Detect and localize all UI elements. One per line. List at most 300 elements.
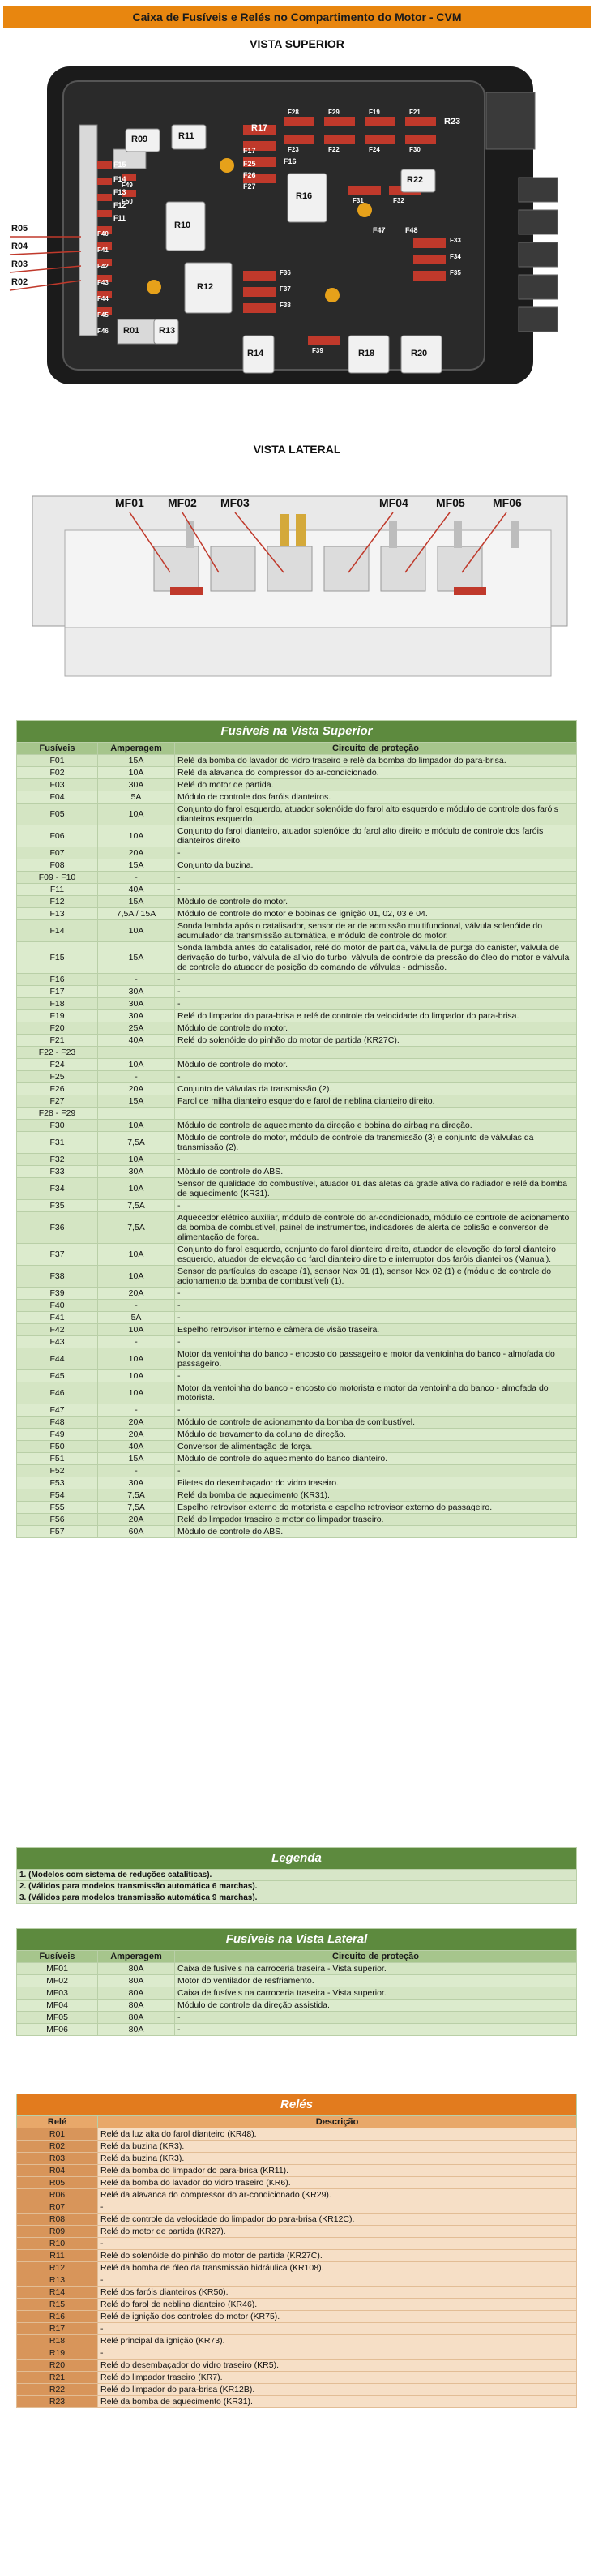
table-cell: F39: [17, 1288, 98, 1300]
table-row: [17, 1154, 577, 1166]
fuse-label-f13: F13: [113, 188, 126, 196]
table-row: [17, 884, 577, 896]
table-cell: F02: [17, 767, 98, 779]
table-cell: MF04: [17, 2000, 98, 2012]
table-row: [17, 1382, 577, 1404]
table-cell: R19: [17, 2347, 98, 2360]
table-cell: Relé do solenóide do pinhão do motor de partida (KR27C).: [98, 2250, 577, 2262]
table-cell: F15: [17, 942, 98, 974]
table-row: [17, 2347, 577, 2360]
table-cell: Sonda lambda antes do catalisador, relé do motor de partida, válvula de purga do canister, válvula de derivação do turbo, válvula de alívio do turbo, válvula de controle da pressão do óleo do motor e válvula de controle do atuador de posição do comando de válvulas - admissão.: [175, 942, 577, 974]
table-cell: Módulo de controle do motor.: [175, 1022, 577, 1035]
table-cell: Relé da buzina (KR3).: [98, 2141, 577, 2153]
relay-tag-r03: R03: [11, 259, 28, 269]
relay-tag-r02: R02: [11, 277, 28, 287]
table-cell: R14: [17, 2287, 98, 2299]
table-cell: Relé da bomba de aquecimento (KR31).: [175, 1489, 577, 1502]
table-cell: -: [98, 872, 175, 884]
table-cell: -: [175, 884, 577, 896]
table-cell: F51: [17, 1453, 98, 1465]
table-row: [17, 1477, 577, 1489]
table-cell: [175, 1047, 577, 1059]
table-cell: R11: [17, 2250, 98, 2262]
table-cell: -: [175, 998, 577, 1010]
table-cell: Relé da alavanca do compressor do ar-condicionado.: [175, 767, 577, 779]
table-cell: F34: [17, 1178, 98, 1200]
table-cell: -: [175, 1200, 577, 1212]
table-cell: 20A: [98, 1429, 175, 1441]
table-cell: Sensor de qualidade do combustível, atuador 01 das aletas da grade ativa do radiador e relé da bomba de aquecimento (KR31).: [175, 1178, 577, 1200]
side-label-mf06: MF06: [493, 496, 522, 509]
table-cell: F43: [17, 1336, 98, 1348]
table-cell: Relé de ignição dos controles do motor (KR75).: [98, 2311, 577, 2323]
table-row: [17, 1095, 577, 1108]
table-row: [17, 942, 577, 974]
table-cell: Relé da buzina (KR3).: [98, 2153, 577, 2165]
table-cell: Relé do farol de neblina dianteiro (KR46).: [98, 2299, 577, 2311]
col-rele: Relé: [17, 2116, 98, 2128]
table-cell: F54: [17, 1489, 98, 1502]
table-row: [17, 2128, 577, 2141]
table-row: [17, 2141, 577, 2153]
table-row: [17, 2250, 577, 2262]
fuse-label-f50: F50: [122, 198, 133, 205]
table-cell: Módulo de travamento da coluna de direção.: [175, 1429, 577, 1441]
page-title: Caixa de Fusíveis e Relés no Compartimento do Motor - CVM: [3, 6, 591, 28]
table-cell: Relé dos faróis dianteiros (KR50).: [98, 2287, 577, 2299]
top-view-diagram: [0, 28, 594, 401]
table-cell: 20A: [98, 1514, 175, 1526]
fuse-label-f49: F49: [122, 182, 133, 189]
table-cell: 10A: [98, 1244, 175, 1266]
table-cell: 80A: [98, 1963, 175, 1975]
table-row: [17, 1417, 577, 1429]
fuse-label-f36: F36: [280, 269, 291, 276]
table-cell: 7,5A: [98, 1489, 175, 1502]
table-row: [17, 2384, 577, 2396]
table-cell: 10A: [98, 1382, 175, 1404]
table-cell: F19: [17, 1010, 98, 1022]
table-row: [17, 2323, 577, 2335]
table-cell: -: [175, 1154, 577, 1166]
table-cell: 7,5A: [98, 1212, 175, 1244]
table-cell: R17: [17, 2323, 98, 2335]
table-cell: [175, 1108, 577, 1120]
table-row: [17, 1132, 577, 1154]
col-descricao: Descrição: [98, 2116, 577, 2128]
col-fusiveis: Fusíveis: [17, 743, 98, 755]
table-cell: MF06: [17, 2024, 98, 2036]
table-cell: -: [98, 2238, 577, 2250]
table-row: [17, 1963, 577, 1975]
table-cell: F22 - F23: [17, 1047, 98, 1059]
table-cell: 10A: [98, 1324, 175, 1336]
fuse-label-f45: F45: [97, 311, 109, 319]
table-row: [17, 1059, 577, 1071]
table-cell: Caixa de fusíveis na carroceria traseira - Vista superior.: [175, 1963, 577, 1975]
table-row: [17, 1083, 577, 1095]
table-cell: Espelho retrovisor interno e câmera de visão traseira.: [175, 1324, 577, 1336]
table-cell: -: [175, 1312, 577, 1324]
fuse-label-f22: F22: [328, 146, 340, 153]
table-cell: 10A: [98, 804, 175, 825]
table-cell: 10A: [98, 1266, 175, 1288]
table-cell: -: [98, 1465, 175, 1477]
table-row: [17, 1300, 577, 1312]
table-row: [17, 1502, 577, 1514]
table-cell: F18: [17, 998, 98, 1010]
table-row: [17, 1336, 577, 1348]
table-cell: F03: [17, 779, 98, 791]
table-row: [17, 779, 577, 791]
table-row: [17, 859, 577, 872]
table-cell: 10A: [98, 1154, 175, 1166]
table-cell: F08: [17, 859, 98, 872]
fuses-side-body: [17, 1963, 577, 2036]
fuses-top-body: [17, 755, 577, 1538]
table-cell: F31: [17, 1132, 98, 1154]
table-cell: -: [175, 1071, 577, 1083]
table-cell: -: [175, 847, 577, 859]
table-cell: R08: [17, 2214, 98, 2226]
table-cell: Relé do desembaçador do vidro traseiro (KR5).: [98, 2360, 577, 2372]
fuse-label-f14: F14: [113, 175, 126, 183]
table-row: [17, 1404, 577, 1417]
table-cell: F06: [17, 825, 98, 847]
fuse-label-f41: F41: [97, 246, 109, 254]
table-cell: F46: [17, 1382, 98, 1404]
table-row: [17, 974, 577, 986]
table-row: [17, 1348, 577, 1370]
table-cell: Relé do limpador traseiro (KR7).: [98, 2372, 577, 2384]
table-cell: 30A: [98, 998, 175, 1010]
table-row: [17, 2396, 577, 2408]
table-row: [17, 2153, 577, 2165]
table-cell: Relé da bomba de aquecimento (KR31).: [98, 2396, 577, 2408]
table-cell: R18: [17, 2335, 98, 2347]
table-cell: Módulo de controle do motor, módulo de controle da transmissão (3) e conjunto de válvulas da transmissão (2).: [175, 1132, 577, 1154]
table-row: [17, 1200, 577, 1212]
fuse-label-f24: F24: [369, 146, 380, 153]
table-cell: F13: [17, 908, 98, 920]
table-row: [17, 1010, 577, 1022]
table-cell: 15A: [98, 859, 175, 872]
table-row: [17, 1120, 577, 1132]
table-cell: Relé da bomba de óleo da transmissão hidráulica (KR108).: [98, 2262, 577, 2274]
relay-label-r11: R11: [178, 131, 194, 141]
table-cell: -: [175, 1300, 577, 1312]
table-cell: R06: [17, 2189, 98, 2201]
table-row: [17, 2287, 577, 2299]
table-row: [17, 1453, 577, 1465]
fuse-label-f26: F26: [243, 171, 256, 179]
table-row: [17, 2335, 577, 2347]
table-cell: Módulo de controle do ABS.: [175, 1526, 577, 1538]
table-cell: -: [98, 2201, 577, 2214]
table-cell: F47: [17, 1404, 98, 1417]
table-row: [17, 908, 577, 920]
table-cell: 10A: [98, 920, 175, 942]
table-row: [17, 896, 577, 908]
table-cell: Módulo de controle do motor.: [175, 896, 577, 908]
table-row: [17, 1108, 577, 1120]
table-row: [17, 2262, 577, 2274]
fuse-label-f28: F28: [288, 109, 299, 116]
table-cell: F36: [17, 1212, 98, 1244]
col-amperagem: Amperagem: [98, 1951, 175, 1963]
relay-label-r20: R20: [411, 349, 428, 358]
table-cell: 40A: [98, 1035, 175, 1047]
fuse-label-f34: F34: [450, 253, 461, 260]
fuse-label-f30: F30: [409, 146, 421, 153]
table-row: [17, 1324, 577, 1336]
table-row: [17, 1212, 577, 1244]
table-cell: F52: [17, 1465, 98, 1477]
table-cell: F56: [17, 1514, 98, 1526]
fuse-label-f27: F27: [243, 182, 256, 191]
table-row: [17, 920, 577, 942]
relay-label-r18: R18: [358, 349, 375, 358]
table-row: [17, 847, 577, 859]
table-cell: F01: [17, 755, 98, 767]
table-cell: Relé de controle da velocidade do limpador do para-brisa (KR12C).: [98, 2214, 577, 2226]
table-cell: MF02: [17, 1975, 98, 1987]
table-cell: Conjunto do farol dianteiro, atuador solenóide do farol alto direito e módulo de controle dos faróis dianteiros direito.: [175, 825, 577, 847]
table-cell: R12: [17, 2262, 98, 2274]
table-cell: F55: [17, 1502, 98, 1514]
table-cell: F45: [17, 1370, 98, 1382]
fuse-label-f44: F44: [97, 295, 109, 302]
table-row: [17, 1244, 577, 1266]
table-row: [17, 791, 577, 804]
table-cell: Módulo de controle da direção assistida.: [175, 2000, 577, 2012]
fuse-label-f35: F35: [450, 269, 461, 276]
legend-section: [16, 1847, 577, 1904]
fuse-label-f15: F15: [113, 161, 126, 169]
side-label-mf05: MF05: [436, 496, 465, 509]
table-cell: F11: [17, 884, 98, 896]
table-row: [17, 1071, 577, 1083]
table-cell: Relé do limpador do para-brisa e relé de controle da velocidade do limpador do para-brisa.: [175, 1010, 577, 1022]
fuse-label-f29: F29: [328, 109, 340, 116]
table-cell: -: [175, 2012, 577, 2024]
table-cell: 20A: [98, 847, 175, 859]
table-cell: F14: [17, 920, 98, 942]
table-row: [17, 2238, 577, 2250]
relay-label-r13: R13: [159, 326, 176, 336]
table-cell: F28 - F29: [17, 1108, 98, 1120]
table-cell: R16: [17, 2311, 98, 2323]
table-cell: R15: [17, 2299, 98, 2311]
fuse-label-f21: F21: [409, 109, 421, 116]
table-row: [17, 1370, 577, 1382]
table-cell: 15A: [98, 1095, 175, 1108]
table-cell: -: [98, 2347, 577, 2360]
table-cell: -: [175, 2024, 577, 2036]
table-cell: F21: [17, 1035, 98, 1047]
table-cell: 7,5A / 15A: [98, 908, 175, 920]
table-cell: Conjunto da buzina.: [175, 859, 577, 872]
table-cell: F25: [17, 1071, 98, 1083]
table-cell: 40A: [98, 884, 175, 896]
table-row: [17, 2189, 577, 2201]
table-cell: 15A: [98, 896, 175, 908]
fuse-label-f42: F42: [97, 263, 109, 270]
col-fusiveis: Fusíveis: [17, 1951, 98, 1963]
table-cell: -: [175, 872, 577, 884]
table-row: [17, 1266, 577, 1288]
table-row: [17, 825, 577, 847]
table-cell: Relé do motor de partida.: [175, 779, 577, 791]
table-cell: R03: [17, 2153, 98, 2165]
fuses-top-table: [16, 720, 577, 1538]
table-cell: 7,5A: [98, 1132, 175, 1154]
table-cell: Módulo de controle de aquecimento da direção e bobina do airbag na direção.: [175, 1120, 577, 1132]
table-row: [17, 1975, 577, 1987]
table-row: [17, 2226, 577, 2238]
table-cell: MF03: [17, 1987, 98, 2000]
table-row: [17, 1987, 577, 2000]
table-cell: 80A: [98, 2024, 175, 2036]
fuse-label-f25: F25: [243, 160, 256, 168]
table-cell: Módulo de controle do motor e bobinas de ignição 01, 02, 03 e 04.: [175, 908, 577, 920]
table-cell: -: [175, 986, 577, 998]
table-cell: 10A: [98, 1348, 175, 1370]
fuse-label-f33: F33: [450, 237, 461, 244]
table-cell: R13: [17, 2274, 98, 2287]
relay-label-r01: R01: [123, 326, 140, 336]
table-cell: F26: [17, 1083, 98, 1095]
relays-title: Relés: [17, 2094, 577, 2116]
table-cell: 40A: [98, 1441, 175, 1453]
side-view-diagram: [0, 401, 594, 701]
table-cell: F09 - F10: [17, 872, 98, 884]
table-cell: F37: [17, 1244, 98, 1266]
table-cell: Motor do ventilador de resfriamento.: [175, 1975, 577, 1987]
table-row: [17, 1465, 577, 1477]
table-row: [17, 2000, 577, 2012]
table-cell: -: [175, 1404, 577, 1417]
table-row: [17, 804, 577, 825]
table-row: [17, 1441, 577, 1453]
table-cell: 5A: [98, 1312, 175, 1324]
table-row: [17, 2274, 577, 2287]
table-row: [17, 1022, 577, 1035]
table-cell: F57: [17, 1526, 98, 1538]
fuse-label-f17: F17: [243, 147, 256, 155]
table-cell: 25A: [98, 1022, 175, 1035]
table-cell: Conjunto do farol esquerdo, atuador solenóide do farol alto esquerdo e módulo de controle dos faróis dianteiros esquerdo.: [175, 804, 577, 825]
table-row: [17, 2024, 577, 2036]
relay-label-r17: R17: [251, 123, 268, 133]
table-cell: -: [98, 1404, 175, 1417]
table-cell: Sensor de partículas do escape (1), sensor Nox 01 (1), sensor Nox 02 (1) e (módulo de controle do acionamento da bomba de combustível) (1).: [175, 1266, 577, 1288]
table-cell: R02: [17, 2141, 98, 2153]
table-cell: MF05: [17, 2012, 98, 2024]
relay-label-r09: R09: [131, 135, 148, 144]
table-row: [17, 1429, 577, 1441]
table-cell: F41: [17, 1312, 98, 1324]
table-cell: R07: [17, 2201, 98, 2214]
table-cell: 15A: [98, 1453, 175, 1465]
table-cell: F44: [17, 1348, 98, 1370]
table-cell: F33: [17, 1166, 98, 1178]
table-cell: R04: [17, 2165, 98, 2177]
relay-label-r22: R22: [407, 175, 424, 185]
table-row: [17, 1178, 577, 1200]
fuse-label-f11: F11: [113, 214, 126, 222]
table-row: [17, 2165, 577, 2177]
table-cell: Conjunto do farol esquerdo, conjunto do farol dianteiro direito, atuador de elevação do farol dianteiro esquerdo, atuador de elevação do farol dianteiro direito e interruptor dos faróis dianteiros (Manual).: [175, 1244, 577, 1266]
table-cell: Motor da ventoinha do banco - encosto do passageiro e motor da ventoinha do banco - almofada do passageiro.: [175, 1348, 577, 1370]
table-row: [17, 2372, 577, 2384]
table-cell: Módulo de controle do motor.: [175, 1059, 577, 1071]
table-cell: Aquecedor elétrico auxiliar, módulo de controle do ar-condicionado, módulo de controle de acionamento da bomba de combustível, painel de instrumentos, indicadores de alerta de colisão e conversor de alimentação de força.: [175, 1212, 577, 1244]
fuse-label-f37: F37: [280, 285, 291, 293]
table-cell: 10A: [98, 1059, 175, 1071]
legend-table: [16, 1847, 577, 1904]
fuses-top-title: Fusíveis na Vista Superior: [17, 721, 577, 743]
table-row: [17, 1035, 577, 1047]
table-cell: Espelho retrovisor externo do motorista e espelho retrovisor externo do passageiro.: [175, 1502, 577, 1514]
table-row: [17, 1489, 577, 1502]
table-cell: 10A: [98, 767, 175, 779]
table-cell: 30A: [98, 1166, 175, 1178]
table-row: [17, 1514, 577, 1526]
table-cell: 80A: [98, 1975, 175, 1987]
table-cell: F04: [17, 791, 98, 804]
table-cell: F50: [17, 1441, 98, 1453]
table-cell: R10: [17, 2238, 98, 2250]
fuse-label-f23: F23: [288, 146, 299, 153]
relay-label-r10: R10: [174, 221, 191, 230]
table-cell: Relé do solenóide do pinhão do motor de partida (KR27C).: [175, 1035, 577, 1047]
fuse-label-f39: F39: [312, 347, 323, 354]
table-cell: F48: [17, 1417, 98, 1429]
table-row: [17, 998, 577, 1010]
table-cell: Conversor de alimentação de força.: [175, 1441, 577, 1453]
table-row: [17, 2299, 577, 2311]
table-row: [17, 1047, 577, 1059]
table-cell: 10A: [98, 1120, 175, 1132]
legend-title: Legenda: [17, 1848, 577, 1870]
table-cell: -: [98, 1300, 175, 1312]
fuse-label-f32: F32: [393, 197, 404, 204]
table-cell: 30A: [98, 1477, 175, 1489]
table-cell: 15A: [98, 942, 175, 974]
table-row: [17, 2201, 577, 2214]
fuse-label-f43: F43: [97, 279, 109, 286]
table-cell: Módulo de controle de acionamento da bomba de combustível.: [175, 1417, 577, 1429]
table-cell: Relé principal da ignição (KR73).: [98, 2335, 577, 2347]
table-cell: 20A: [98, 1288, 175, 1300]
table-cell: 60A: [98, 1526, 175, 1538]
table-cell: -: [98, 2274, 577, 2287]
table-cell: F42: [17, 1324, 98, 1336]
table-cell: 30A: [98, 1010, 175, 1022]
relays-section: [16, 2094, 577, 2408]
table-row: [17, 2012, 577, 2024]
table-cell: Relé do motor de partida (KR27).: [98, 2226, 577, 2238]
side-label-mf01: MF01: [115, 496, 144, 509]
table-cell: 20A: [98, 1083, 175, 1095]
table-row: [17, 986, 577, 998]
col-circuito: Circuito de proteção: [175, 743, 577, 755]
fuse-label-f12: F12: [113, 201, 126, 209]
table-cell: R23: [17, 2396, 98, 2408]
relay-label-r23: R23: [444, 117, 461, 126]
table-cell: F05: [17, 804, 98, 825]
